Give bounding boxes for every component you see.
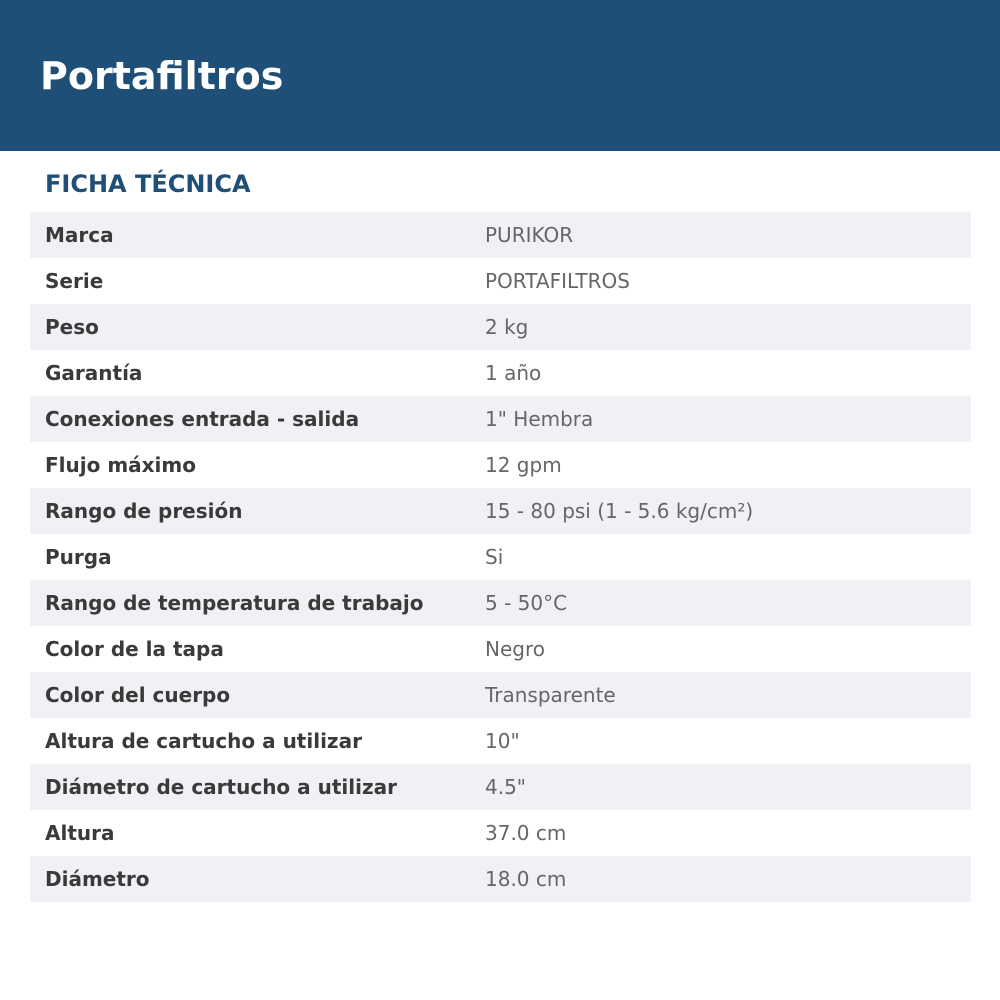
- spec-label: Diámetro: [45, 867, 150, 891]
- spec-label: Serie: [45, 269, 104, 293]
- spec-label: Conexiones entrada - salida: [45, 407, 360, 431]
- spec-row-altura-cartucho: [30, 718, 971, 764]
- spec-row-serie: [30, 258, 971, 304]
- spec-value: 12 gpm: [485, 453, 562, 477]
- spec-value: 37.0 cm: [485, 821, 567, 845]
- spec-row-color-tapa: [30, 626, 971, 672]
- spec-row-rango-temperatura: [30, 580, 971, 626]
- spec-value: Negro: [485, 637, 545, 661]
- spec-value: 1 año: [485, 361, 542, 385]
- spec-label: Garantía: [45, 361, 143, 385]
- spec-value: 10": [485, 729, 520, 753]
- spec-value: 1" Hembra: [485, 407, 594, 431]
- page-header: [0, 0, 1000, 151]
- spec-value: 5 - 50°C: [485, 591, 568, 615]
- spec-value: Transparente: [485, 683, 616, 707]
- spec-label: Diámetro de cartucho a utilizar: [45, 775, 397, 799]
- spec-row-peso: [30, 304, 971, 350]
- spec-value: 18.0 cm: [485, 867, 567, 891]
- spec-row-garantia: [30, 350, 971, 396]
- spec-label: Rango de temperatura de trabajo: [45, 591, 424, 615]
- spec-label: Purga: [45, 545, 112, 569]
- spec-value: 15 - 80 psi (1 - 5.6 kg/cm²): [485, 499, 754, 523]
- spec-row-rango-presion: [30, 488, 971, 534]
- spec-value: PURIKOR: [485, 223, 574, 247]
- spec-row-conexiones: [30, 396, 971, 442]
- spec-value: PORTAFILTROS: [485, 269, 630, 293]
- spec-label: Flujo máximo: [45, 453, 196, 477]
- spec-row-flujo-maximo: [30, 442, 971, 488]
- section-title: FICHA TÉCNICA: [45, 170, 251, 198]
- spec-label: Altura: [45, 821, 115, 845]
- spec-row-purga: [30, 534, 971, 580]
- spec-row-diametro: [30, 856, 971, 902]
- spec-row-color-cuerpo: [30, 672, 971, 718]
- spec-label: Color de la tapa: [45, 637, 224, 661]
- spec-label: Color del cuerpo: [45, 683, 231, 707]
- spec-row-diametro-cartucho: [30, 764, 971, 810]
- spec-row-marca: [30, 212, 971, 258]
- spec-row-altura: [30, 810, 971, 856]
- spec-table: [30, 212, 971, 902]
- spec-value: Si: [485, 545, 504, 569]
- page-title: Portafiltros: [40, 54, 284, 98]
- spec-label: Rango de presión: [45, 499, 243, 523]
- spec-label: Peso: [45, 315, 99, 339]
- spec-label: Marca: [45, 223, 114, 247]
- spec-value: 4.5": [485, 775, 527, 799]
- spec-value: 2 kg: [485, 315, 529, 339]
- spec-label: Altura de cartucho a utilizar: [45, 729, 362, 753]
